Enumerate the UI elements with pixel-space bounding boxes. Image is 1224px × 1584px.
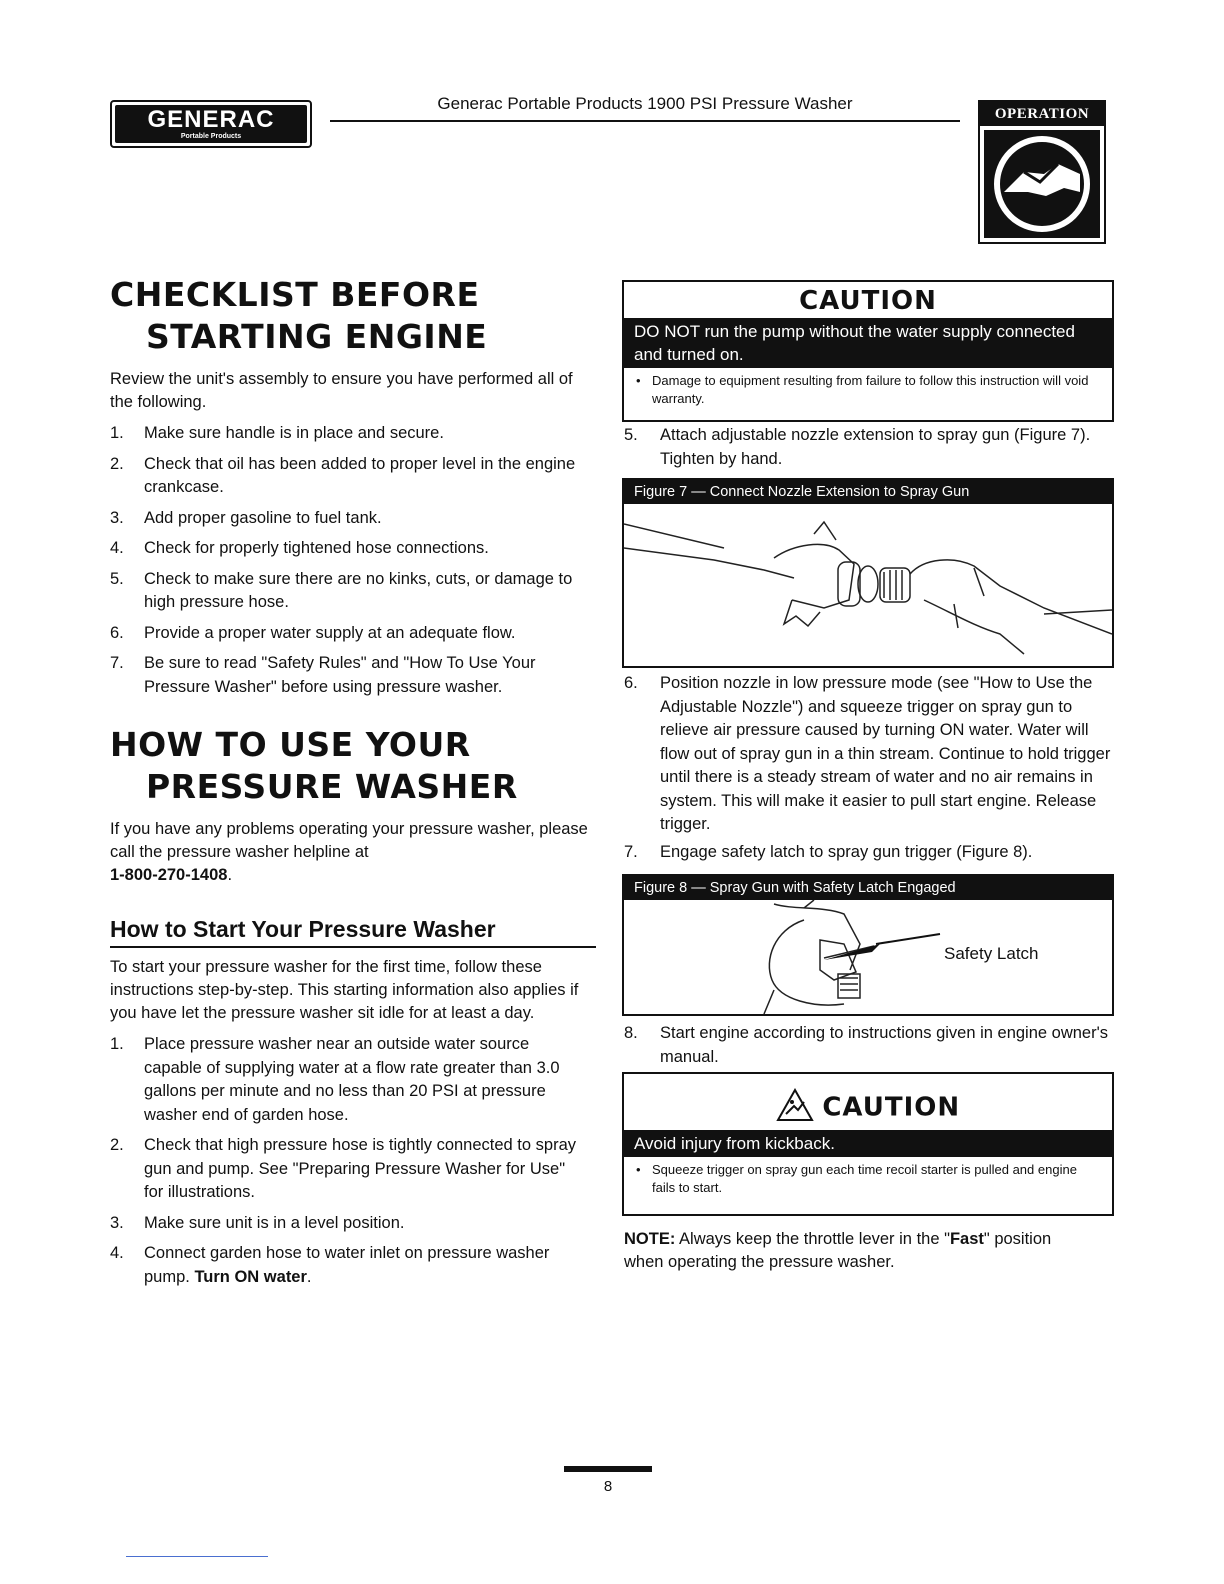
caution-title: CAUTION — [822, 1092, 961, 1123]
list-item: 6. Position nozzle in low pressure mode (see "How to Use the Adjustable Nozzle") and squeeze trigger on spray gun to relieve air pressure caused by turning ON water. Water will flow out of spray gun in a thin stream. Continue to hold trigger until there is a steady stream of water and no air remains in system. This will make it easier to pull start engine. Release trigger. — [624, 674, 1111, 833]
caution-message: Avoid injury from kickback. — [624, 1130, 1112, 1157]
figure-8-caption: Figure 8 — Spray Gun with Safety Latch Engaged — [624, 876, 1112, 900]
list-item: 8. Start engine according to instructions given in engine owner's manual. — [624, 1024, 1108, 1066]
logo-wordmark: GENERAC — [147, 106, 275, 133]
start-intro: To start your pressure washer for the first time, follow these instructions step-by-step. This starting information also applies if you have let the pressure washer sit idle for at least a day. — [110, 958, 579, 1022]
operation-icon — [984, 130, 1100, 238]
caution-title: CAUTION — [799, 286, 937, 316]
list-item: 3. Make sure unit is in a level position. — [110, 1213, 405, 1232]
checklist-title-line2: STARTING ENGINE — [146, 317, 488, 356]
section-tab-label: OPERATION — [980, 102, 1104, 126]
step-6-7 — [624, 672, 1114, 864]
figure-8-illustration — [624, 900, 1112, 1014]
logo-subtitle: Portable Products — [180, 133, 242, 140]
header-rule — [330, 120, 960, 122]
page-number: 8 — [603, 1478, 613, 1495]
checklist-intro: Review the unit's assembly to ensure you have performed all of the following. — [110, 370, 573, 411]
kickback-warning-icon — [776, 1088, 814, 1127]
checklist-title-line1: CHECKLIST BEFORE — [110, 275, 480, 314]
section-tab-operation — [978, 100, 1106, 244]
running-header: Generac Portable Products 1900 PSI Pressure Washer — [437, 94, 853, 113]
figure-8 — [622, 874, 1114, 1016]
caution-header — [624, 1074, 1112, 1124]
list-item: 6. Provide a proper water supply at an adequate flow. — [110, 623, 516, 642]
figure-7-illustration — [624, 504, 1112, 664]
list-item: 5. Check to make sure there are no kinks, cuts, or damage to high pressure hose. — [110, 569, 573, 611]
list-item: 1. Place pressure washer near an outside water source capable of supplying water at a flow rate greater than 3.0 gallons per minute and no less than 20 PSI at pressure washer end of garden hose. — [110, 1035, 560, 1124]
list-item: 7. Engage safety latch to spray gun trigger (Figure 8). — [624, 842, 1033, 861]
note-paragraph: NOTE: Always keep the throttle lever in the "Fast" position when operating the pressure washer. — [624, 1230, 1052, 1271]
start-list — [110, 1033, 586, 1289]
start-heading: How to Start Your Pressure Washer — [110, 914, 596, 948]
list-item: 4. Check for properly tightened hose connections. — [110, 539, 489, 557]
start-section — [110, 956, 586, 1296]
step-8 — [624, 1022, 1114, 1069]
safety-latch-label: Safety Latch — [944, 944, 1039, 963]
step-5 — [624, 424, 1114, 471]
list-item: 5. Attach adjustable nozzle extension to spray gun (Figure 7). Tighten by hand. — [624, 426, 1091, 468]
list-item: 7. Be sure to read "Safety Rules" and "How To Use Your Pressure Washer" before using pressure washer. — [110, 654, 536, 696]
checklist-section — [110, 274, 590, 706]
howto-title-line2: PRESSURE WASHER — [146, 767, 518, 806]
note-label: NOTE: — [624, 1230, 676, 1248]
checklist-list — [110, 422, 590, 699]
list-item: 1. Make sure handle is in place and secure. — [110, 424, 444, 442]
caution-message: DO NOT run the pump without the water supply connected and turned on. — [624, 318, 1112, 368]
caution-note: • Squeeze trigger on spray gun each time recoil starter is pulled and engine fails to start. — [636, 1162, 1077, 1195]
list-item: 2. Check that oil has been added to proper level in the engine crankcase. — [110, 454, 576, 496]
list-item: 4. Connect garden hose to water inlet on pressure washer pump. Turn ON water. — [110, 1244, 550, 1286]
caution-box-water — [622, 280, 1114, 422]
list-item: 3. Add proper gasoline to fuel tank. — [110, 508, 382, 527]
howto-intro: If you have any problems operating your pressure washer, please call the pressure washer helpline at 1-800-270-1408. — [110, 820, 588, 884]
generac-logo — [110, 100, 312, 148]
footer-rule — [126, 1556, 268, 1557]
figure-7 — [622, 478, 1114, 668]
figure-7-caption: Figure 7 — Connect Nozzle Extension to Spray Gun — [624, 480, 1112, 504]
caution-box-kickback — [622, 1072, 1114, 1216]
footer-bar — [564, 1466, 652, 1472]
list-item: 2. Check that high pressure hose is tightly connected to spray gun and pump. See "Preparing Pressure Washer for Use" for illustrations. — [110, 1136, 576, 1201]
helpline-phone: 1-800-270-1408 — [110, 866, 228, 884]
howto-title-line1: HOW TO USE YOUR — [110, 725, 471, 764]
how-to-use-section — [110, 724, 590, 887]
caution-note: • Damage to equipment resulting from failure to follow this instruction will void warranty. — [636, 373, 1089, 406]
